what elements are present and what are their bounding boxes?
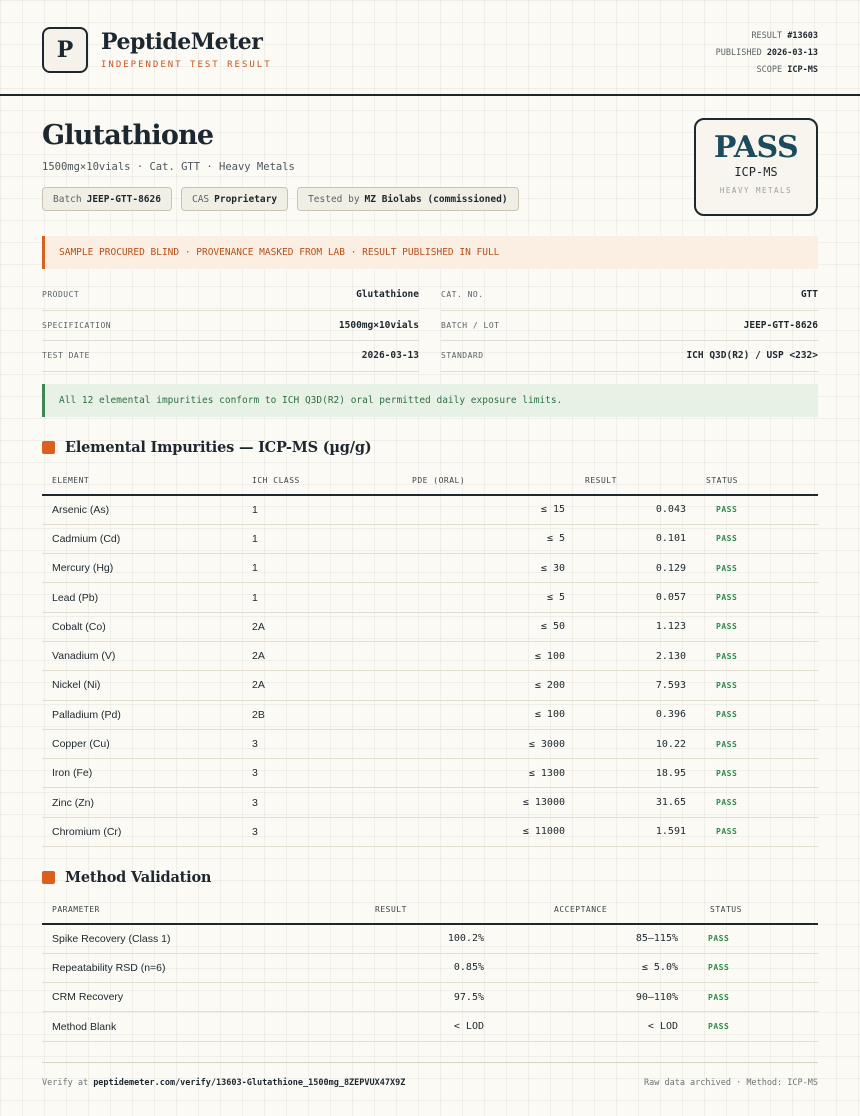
- report-footer: [42, 1062, 818, 1102]
- table-cell: 1: [242, 524, 402, 553]
- footer-archive-note: Raw data archived · Method: ICP-MS: [644, 1077, 818, 1088]
- table-cell: PASS: [696, 554, 818, 583]
- col-result: RESULT: [575, 467, 696, 495]
- procurement-notice: SAMPLE PROCURED BLIND · PROVENANCE MASKED FROM LAB · RESULT PUBLISHED IN FULL: [42, 236, 818, 269]
- table-cell: ≤ 11000: [402, 817, 575, 846]
- table-cell: Nickel (Ni): [42, 671, 242, 700]
- table-cell: ≤ 30: [402, 554, 575, 583]
- table-cell: PASS: [696, 729, 818, 758]
- table-cell: Copper (Cu): [42, 729, 242, 758]
- table-row: [42, 700, 818, 729]
- table-cell: 31.65: [575, 788, 696, 817]
- pass-stamp: [694, 118, 818, 216]
- table-cell: PASS: [696, 700, 818, 729]
- table-row: [42, 524, 818, 553]
- table-cell: PASS: [696, 612, 818, 641]
- col-status: STATUS: [688, 896, 818, 924]
- table-row: [42, 729, 818, 758]
- table-cell: Iron (Fe): [42, 759, 242, 788]
- table-cell: 90–110%: [494, 983, 688, 1012]
- table-cell: 0.85%: [357, 953, 494, 982]
- table-row: [42, 612, 818, 641]
- table-cell: Arsenic (As): [42, 495, 242, 524]
- table-cell: ≤ 100: [402, 641, 575, 670]
- table-cell: PASS: [688, 924, 818, 953]
- table-cell: Mercury (Hg): [42, 554, 242, 583]
- table-row: [42, 788, 818, 817]
- verify-link[interactable]: peptidemeter.com/verify/13603-Glutathione_1500mg_8ZEPVUX47X9Z: [93, 1077, 406, 1088]
- table-cell: 1: [242, 495, 402, 524]
- validation-header-row: [42, 896, 818, 924]
- table-cell: ≤ 15: [402, 495, 575, 524]
- impurities-heading: Elemental Impurities — ICP-MS (µg/g): [65, 439, 372, 456]
- impurities-header-row: [42, 467, 818, 495]
- chip-cas: CAS Proprietary: [181, 187, 288, 211]
- table-row: [42, 554, 818, 583]
- table-cell: PASS: [696, 671, 818, 700]
- col-result: RESULT: [357, 896, 494, 924]
- table-cell: 1: [242, 583, 402, 612]
- table-cell: ≤ 100: [402, 700, 575, 729]
- table-cell: PASS: [696, 524, 818, 553]
- col-parameter: PARAMETER: [42, 896, 357, 924]
- col-pde: PDE (ORAL): [402, 467, 575, 495]
- validation-section-heading: [42, 869, 211, 886]
- brand-tagline: INDEPENDENT TEST RESULT: [101, 60, 272, 70]
- table-row: [42, 759, 818, 788]
- table-cell: 1: [242, 554, 402, 583]
- table-cell: PASS: [688, 953, 818, 982]
- product-title: Glutathione: [42, 120, 214, 151]
- table-cell: Cadmium (Cd): [42, 524, 242, 553]
- info-test-date: TEST DATE 2026-03-13: [42, 341, 419, 372]
- section-marker-icon: [42, 871, 55, 884]
- stamp-scope: HEAVY METALS: [719, 186, 793, 195]
- table-cell: Vanadium (V): [42, 641, 242, 670]
- table-row: [42, 583, 818, 612]
- table-cell: ≤ 5: [402, 524, 575, 553]
- info-row: [42, 341, 818, 372]
- table-row: [42, 641, 818, 670]
- table-cell: Spike Recovery (Class 1): [42, 924, 357, 953]
- table-cell: CRM Recovery: [42, 983, 357, 1012]
- table-cell: 3: [242, 788, 402, 817]
- col-element: ELEMENT: [42, 467, 242, 495]
- col-acceptance: ACCEPTANCE: [494, 896, 688, 924]
- info-specification: SPECIFICATION 1500mg×10vials: [42, 311, 419, 342]
- scope: SCOPE ICP-MS: [756, 65, 818, 75]
- table-cell: 3: [242, 759, 402, 788]
- table-cell: Repeatability RSD (n=6): [42, 953, 357, 982]
- table-cell: ≤ 5: [402, 583, 575, 612]
- table-cell: ≤ 50: [402, 612, 575, 641]
- table-cell: 0.101: [575, 524, 696, 553]
- col-ich-class: ICH CLASS: [242, 467, 402, 495]
- stamp-method: ICP-MS: [734, 165, 778, 179]
- table-cell: 1.591: [575, 817, 696, 846]
- table-cell: 3: [242, 817, 402, 846]
- section-marker-icon: [42, 441, 55, 454]
- published-date: PUBLISHED 2026-03-13: [715, 48, 818, 58]
- table-row: [42, 495, 818, 524]
- info-batch-lot: BATCH / LOT JEEP-GTT-8626: [441, 311, 818, 342]
- table-cell: ≤ 3000: [402, 729, 575, 758]
- table-row: [42, 983, 818, 1012]
- table-row: [42, 924, 818, 953]
- chip-tested-by: Tested by MZ Biolabs (commissioned): [297, 187, 518, 211]
- info-row: [42, 311, 818, 342]
- validation-heading: Method Validation: [65, 869, 212, 886]
- brand-logo: P: [42, 27, 88, 73]
- table-cell: PASS: [696, 759, 818, 788]
- table-cell: Zinc (Zn): [42, 788, 242, 817]
- table-cell: PASS: [688, 1012, 818, 1041]
- table-cell: PASS: [696, 495, 818, 524]
- table-cell: PASS: [696, 583, 818, 612]
- table-cell: 3: [242, 729, 402, 758]
- table-cell: 0.129: [575, 554, 696, 583]
- table-cell: PASS: [696, 817, 818, 846]
- chip-batch: Batch JEEP-GTT-8626: [42, 187, 172, 211]
- table-cell: Lead (Pb): [42, 583, 242, 612]
- result-id: RESULT #13603: [751, 31, 818, 41]
- table-cell: 2B: [242, 700, 402, 729]
- table-cell: 18.95: [575, 759, 696, 788]
- table-cell: 2A: [242, 671, 402, 700]
- brand-name: PeptideMeter: [101, 29, 263, 55]
- table-cell: Cobalt (Co): [42, 612, 242, 641]
- table-cell: 2A: [242, 641, 402, 670]
- table-cell: PASS: [696, 788, 818, 817]
- table-cell: 10.22: [575, 729, 696, 758]
- product-subtitle: 1500mg×10vials · Cat. GTT · Heavy Metals: [42, 161, 295, 173]
- table-cell: Method Blank: [42, 1012, 357, 1041]
- table-row: [42, 817, 818, 846]
- table-cell: ≤ 200: [402, 671, 575, 700]
- table-cell: 0.043: [575, 495, 696, 524]
- table-cell: 0.396: [575, 700, 696, 729]
- report-header: [0, 0, 860, 96]
- table-row: [42, 953, 818, 982]
- table-cell: ≤ 13000: [402, 788, 575, 817]
- impurities-section-heading: [42, 439, 371, 456]
- table-row: [42, 671, 818, 700]
- table-cell: 100.2%: [357, 924, 494, 953]
- table-cell: 85–115%: [494, 924, 688, 953]
- table-cell: 2.130: [575, 641, 696, 670]
- table-cell: 2A: [242, 612, 402, 641]
- table-cell: 1.123: [575, 612, 696, 641]
- impurities-table: [42, 467, 818, 847]
- report-meta: [716, 28, 818, 79]
- table-row: [42, 1012, 818, 1041]
- info-grid: [42, 280, 818, 372]
- table-cell: < LOD: [357, 1012, 494, 1041]
- product-chips: [42, 187, 519, 211]
- validation-table: [42, 896, 818, 1042]
- table-cell: 97.5%: [357, 983, 494, 1012]
- table-cell: Chromium (Cr): [42, 817, 242, 846]
- table-cell: PASS: [696, 641, 818, 670]
- verify-line: Verify at peptidemeter.com/verify/13603-Glutathione_1500mg_8ZEPVUX47X9Z: [42, 1077, 406, 1088]
- table-cell: PASS: [688, 983, 818, 1012]
- conformance-notice: All 12 elemental impurities conform to ICH Q3D(R2) oral permitted daily exposure limits.: [42, 384, 818, 417]
- table-cell: < LOD: [494, 1012, 688, 1041]
- col-status: STATUS: [696, 467, 818, 495]
- info-standard: STANDARD ICH Q3D(R2) / USP <232>: [441, 341, 818, 372]
- table-cell: Palladium (Pd): [42, 700, 242, 729]
- table-cell: ≤ 5.0%: [494, 953, 688, 982]
- table-cell: 7.593: [575, 671, 696, 700]
- info-product: PRODUCT Glutathione: [42, 280, 419, 311]
- info-row: [42, 280, 818, 311]
- table-cell: ≤ 1300: [402, 759, 575, 788]
- info-cat-no: CAT. NO. GTT: [441, 280, 818, 311]
- table-cell: 0.057: [575, 583, 696, 612]
- stamp-verdict: PASS: [713, 130, 799, 165]
